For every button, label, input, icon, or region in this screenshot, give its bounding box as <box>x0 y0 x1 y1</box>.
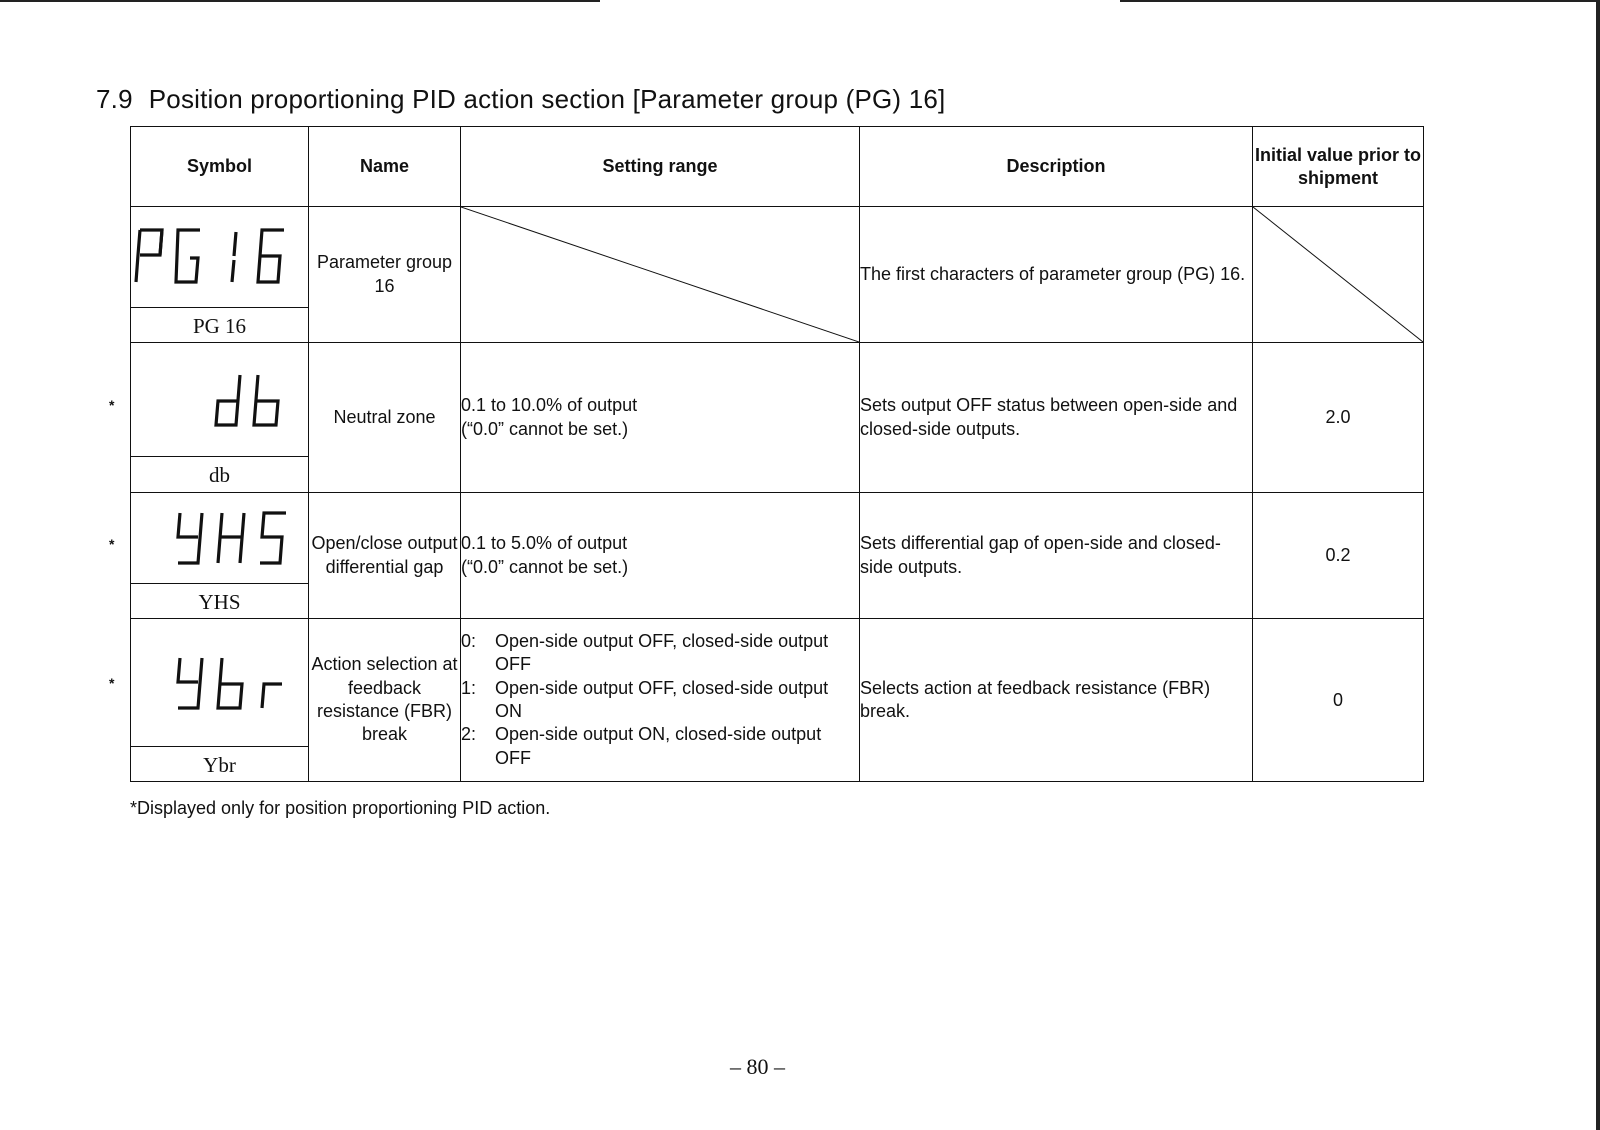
option-key: 1: <box>461 677 477 698</box>
section-number: 7.9 <box>96 84 133 114</box>
star-marker-row-db: * <box>109 397 115 413</box>
name-cell: Neutral zone <box>309 343 461 493</box>
header-description: Description <box>860 127 1253 207</box>
table-row <box>131 207 1424 343</box>
description-cell: Selects action at feedback resistance (FBR) break. <box>860 619 1253 782</box>
diagonal-strike-icon <box>1253 207 1423 342</box>
initial-value-cell-empty <box>1253 207 1424 343</box>
option-key: 0: <box>461 630 477 651</box>
symbol-caption: PG 16 <box>192 314 247 338</box>
seven-segment-display <box>131 620 308 747</box>
top-rule-right <box>1120 0 1600 2</box>
table-header-row <box>131 127 1424 207</box>
option-text: Open-side output OFF, closed-side output ON <box>495 677 829 721</box>
symbol-caption: YHS <box>198 589 241 614</box>
seven-segment-display <box>131 494 308 584</box>
option-text: Open-side output ON, closed-side output OFF <box>495 724 822 768</box>
symbol-cell <box>131 207 309 343</box>
section-heading <box>96 84 945 115</box>
symbol-cell <box>131 619 309 782</box>
setting-range-line: 0.1 to 10.0% of output <box>461 395 638 416</box>
setting-range-line: (“0.0” cannot be set.) <box>461 556 629 577</box>
page-number: – 80 – <box>730 1054 785 1079</box>
star-marker-row-yhs: * <box>109 536 115 552</box>
description-cell: The first characters of parameter group (PG) 16. <box>860 207 1253 343</box>
list-item <box>461 677 859 724</box>
seven-segment-display <box>131 344 308 457</box>
header-name: Name <box>309 127 461 207</box>
table-row <box>131 343 1424 493</box>
initial-value-cell: 2.0 <box>1253 343 1424 493</box>
description-cell: Sets differential gap of open-side and closed-side outputs. <box>860 493 1253 619</box>
symbol-cell <box>131 343 309 493</box>
option-text: Open-side output OFF, closed-side output OFF <box>495 630 829 675</box>
setting-range-cell-empty <box>461 207 860 343</box>
symbol-cell <box>131 493 309 619</box>
initial-value-cell: 0.2 <box>1253 493 1424 619</box>
symbol-caption: Ybr <box>203 752 236 777</box>
setting-range-cell <box>461 619 860 782</box>
name-cell: Parameter group 16 <box>309 207 461 343</box>
setting-range-cell <box>461 493 860 619</box>
parameter-table <box>130 126 1424 782</box>
list-item <box>461 723 859 770</box>
section-title: Position proportioning PID action section [Parameter group (PG) 16] <box>148 84 946 114</box>
list-item <box>461 630 859 677</box>
header-symbol: Symbol <box>131 127 309 207</box>
description-cell: Sets output OFF status between open-side and closed-side outputs. <box>860 343 1253 493</box>
seven-segment-yhs-icon <box>132 503 296 573</box>
initial-value-cell: 0 <box>1253 619 1424 782</box>
seven-segment-ybr-icon <box>132 648 296 718</box>
setting-range-cell <box>461 343 860 493</box>
table-row <box>131 493 1424 619</box>
table-row <box>131 619 1424 782</box>
name-cell: Action selection at feedback resistance (FBR) break <box>309 619 461 782</box>
header-initial-value: Initial value prior to shipment <box>1253 127 1424 207</box>
setting-range-line: 0.1 to 5.0% of output <box>461 533 628 554</box>
name-cell: Open/close output differential gap <box>309 493 461 619</box>
header-setting-range: Setting range <box>461 127 860 207</box>
seven-segment-display <box>131 207 308 308</box>
page-edge <box>1596 0 1600 1130</box>
seven-segment-pg16-icon <box>132 222 296 292</box>
option-list <box>461 630 859 770</box>
option-key: 2: <box>461 724 477 745</box>
diagonal-strike-icon <box>461 207 859 342</box>
setting-range-line: (“0.0” cannot be set.) <box>461 418 629 439</box>
symbol-caption: db <box>209 463 230 487</box>
top-rule-left <box>0 0 600 2</box>
seven-segment-db-icon <box>132 365 296 435</box>
footnote: *Displayed only for position proportioning PID action. <box>130 798 551 818</box>
star-marker-row-ybr: * <box>109 675 115 691</box>
